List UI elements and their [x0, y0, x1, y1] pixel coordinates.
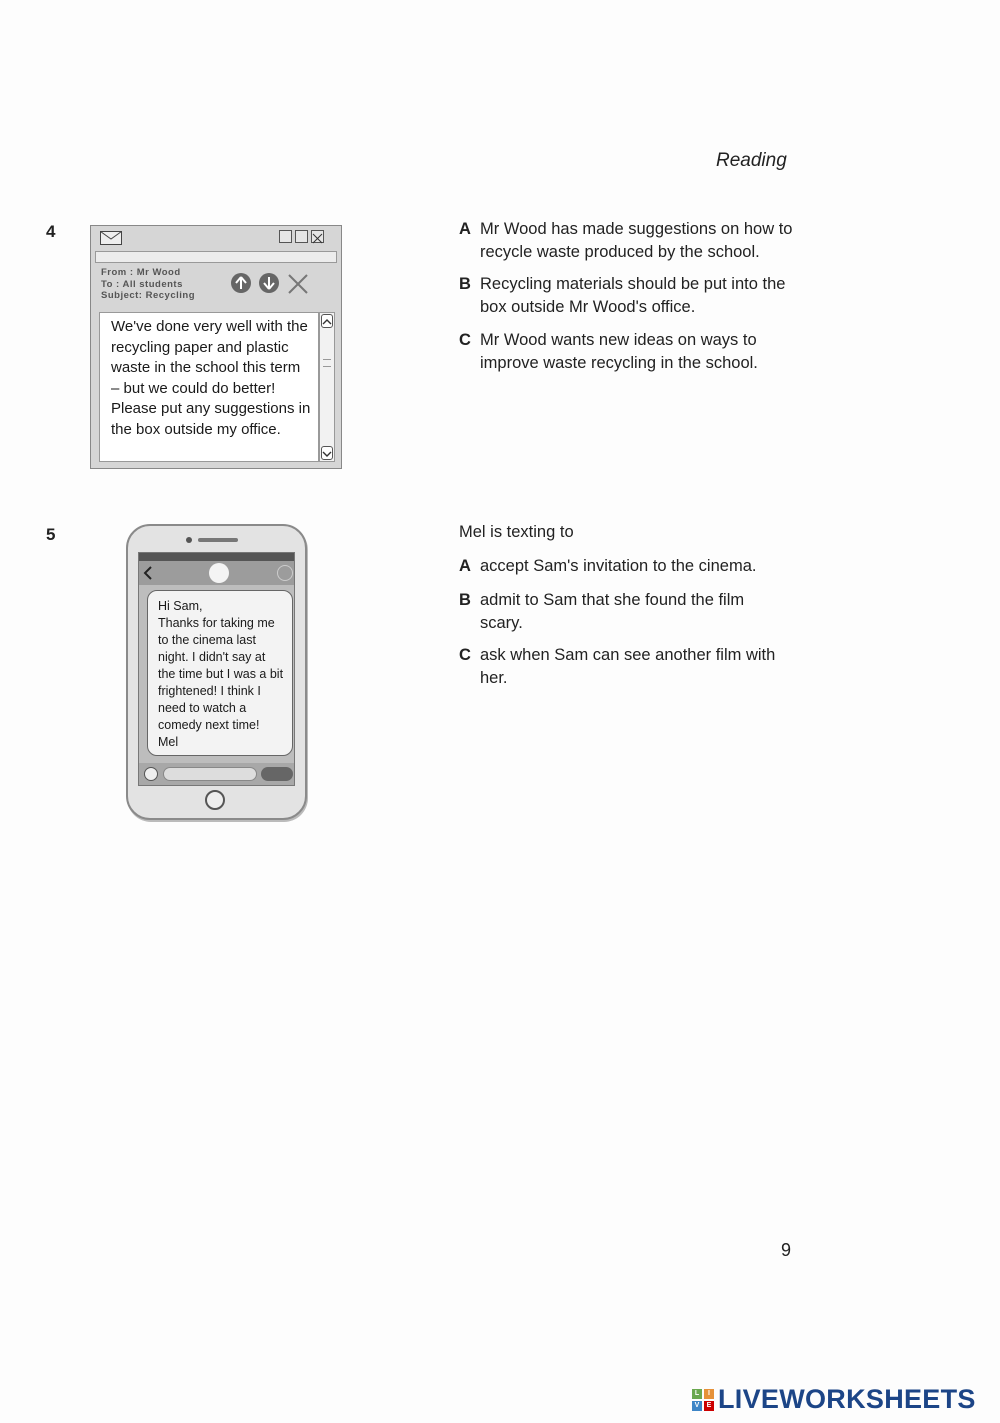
camera-icon [186, 537, 192, 543]
q5-option-c[interactable]: C ask when Sam can see another film with her. [459, 646, 776, 687]
brand-mark-icon: L I V E [692, 1389, 714, 1411]
q4-option-a[interactable]: A Mr Wood has made suggestions on how to recycle waste produced by the school. [459, 220, 793, 261]
camera-button-icon[interactable] [144, 767, 158, 781]
address-bar [95, 251, 337, 263]
question-5-number: 5 [46, 525, 56, 544]
page-number: 9 [781, 1240, 792, 1260]
q5-option-b[interactable]: B admit to Sam that she found the film scary. [459, 591, 745, 632]
email-to: To : All students [101, 278, 183, 290]
speaker [198, 538, 238, 542]
email-from: From : Mr Wood [101, 267, 181, 278]
envelope-icon [100, 231, 122, 245]
arrow-down-icon[interactable] [259, 273, 279, 293]
email-window [90, 225, 342, 469]
question-4-number: 4 [46, 222, 56, 241]
maximize-icon[interactable] [295, 230, 308, 243]
scroll-grip[interactable] [323, 359, 331, 367]
email-scrollbar[interactable] [319, 312, 335, 462]
email-titlebar [91, 226, 341, 248]
section-header: Reading [716, 150, 787, 171]
email-header-fields [101, 267, 195, 302]
arrow-up-icon[interactable] [231, 273, 251, 293]
q4-option-c[interactable]: C Mr Wood wants new ideas on ways to improve waste recycling in the school. [459, 331, 758, 372]
send-button[interactable] [261, 767, 293, 781]
message-greeting: Hi Sam, [158, 599, 203, 613]
text-message-bubble [147, 590, 293, 756]
scroll-up-icon[interactable] [321, 314, 333, 328]
avatar [209, 563, 229, 583]
email-subject: Subject: Recycling [101, 290, 195, 301]
message-input[interactable] [163, 767, 257, 781]
scroll-down-icon[interactable] [321, 446, 333, 460]
q4-option-b[interactable]: B Recycling materials should be put into the box outside Mr Wood's office. [459, 275, 786, 316]
info-icon[interactable] [277, 565, 293, 581]
close-icon[interactable] [311, 230, 324, 243]
phone [126, 524, 307, 820]
minimize-icon[interactable] [279, 230, 292, 243]
back-icon[interactable] [143, 566, 153, 580]
liveworksheets-logo[interactable] [692, 1384, 976, 1415]
phone-screen [138, 552, 295, 786]
q5-stem: Mel is texting to [459, 523, 574, 541]
delete-icon[interactable] [287, 273, 309, 295]
message-signature: Mel [158, 735, 179, 749]
email-body: We've done very well with the recycling paper and plastic waste in the school this term – but we could do better! Please put any suggestions in the box outside my office. [99, 312, 319, 462]
q5-option-a[interactable]: A accept Sam's invitation to the cinema. [459, 557, 757, 575]
chat-header [139, 561, 294, 585]
message-body: Thanks for taking me to the cinema last night. I didn't say at the time but I was a bit frightened! I think I need to watch a comedy next time! [158, 616, 284, 732]
message-input-bar [139, 763, 294, 785]
home-button[interactable] [205, 790, 225, 810]
brand-text: LIVEWORKSHEETS [718, 1384, 976, 1414]
status-bar [139, 553, 294, 561]
